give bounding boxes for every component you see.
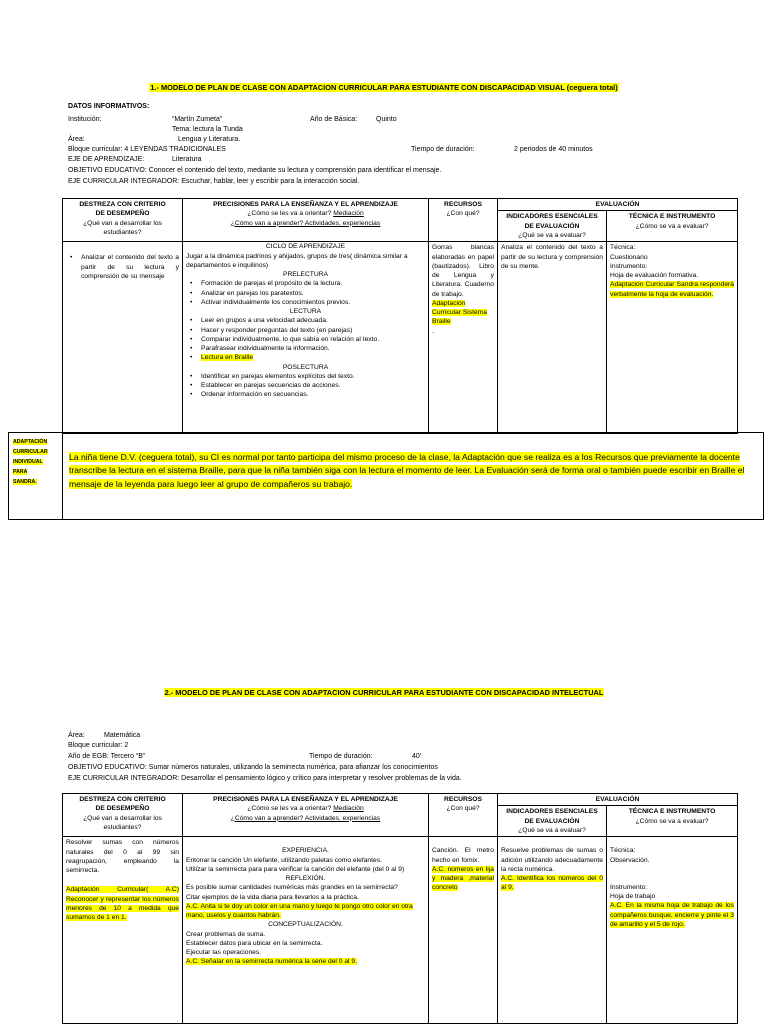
recursos-cell-2: Canción. El metro hecho en fomix. A.C. números en lija y madera ,material concreto (429, 837, 498, 1024)
plan2-title: 2.- MODELO DE PLAN DE CLASE CON ADAPTACION CURRICULAR PARA ESTUDIANTE CON DISCAPACIDAD INTELECTUAL (164, 688, 604, 697)
adaptacion-label: ADAPTACIÓN CURRICULAR INDIVIDUAL PARA SANDRA. (9, 433, 63, 519)
plan1-title: 1.- MODELO DE PLAN DE CLASE CON ADAPTACION CURRICULAR PARA ESTUDIANTE CON DISCAPACIDAD VISUAL (ceguera total) (150, 83, 618, 92)
tema-text: Tema: lectura la Tunda (172, 126, 243, 133)
indicadores-header: INDICADORES ESENCIALES DE EVALUACIÓN ¿Qué se va a evaluar? (498, 211, 607, 242)
eje-integrador-2: EJE CURRICULAR INTEGRADOR: Desarrollar el pensamiento lógico y crítico para interpretar y resolver problemas de la vida. (68, 775, 462, 782)
area-value: Lengua y Literatura. (178, 136, 241, 143)
lectura-item: • Parafrasear individualmente la información. (186, 344, 425, 353)
eje-aprendizaje-value: Literatura (172, 156, 202, 163)
precisiones-header: PRECISIONES PARA LA ENSEÑANZA Y EL APRENDIZAJE ¿Cómo se les va a orientar? Mediación ¿Cómo van a aprender? Actividades, experiencias (183, 199, 429, 242)
adaptacion-box (8, 432, 764, 520)
tecnica-cell-2: Técnica: Observación. Instrumento: Hoja de trabajo A.C. En la misma hoja de trabajo de los compañeros busque, encierre y pinte el 3 de amarillo y el 5 de rojo. (607, 837, 738, 1024)
destreza-cell-2: Resolver sumas con números naturales del 0 al 99 sin reagrupación, empleando la semirrecta. Adaptación Curricular( A.C) Reconocer y representar los números menores de 10 a medida que sumamos de 1 en 1. (63, 837, 183, 1024)
lectura-item: • Leer en grupos a una velocidad adecuada. (186, 316, 425, 325)
tiempo-label-2: Tiempo de duración: (309, 753, 373, 760)
recursos-header-2: RECURSOS ¿Con qué? (429, 794, 498, 837)
tiempo-value: 2 periodos de 40 minutos (514, 146, 593, 153)
prelectura-item: • Formación de parejas el propósito de la lectura. (186, 279, 425, 288)
precisiones-header-2: PRECISIONES PARA LA ENSEÑANZA Y EL APRENDIZAJE ¿Cómo se les va a orientar? Mediación ¿Cómo van a aprender? Actividades, experiencias (183, 794, 429, 837)
tecnica-cell: Técnica: Cuestionario Instrumento: Hoja de evaluación formativa. Adaptación Curricular Sandra responderá verbalmente la hoja de evaluación. (607, 242, 738, 434)
area-value-2: Matemática (104, 732, 141, 739)
tiempo-value-2: 40’ (412, 753, 422, 760)
objetivo-educativo-2: OBJETIVO EDUCATIVO: Sumar números naturales, utilizando la semirrecta numérica, para afianzar los conocimientos (68, 764, 438, 771)
eje-integrador: EJE CURRICULAR INTEGRADOR: Escuchar, hablar, leer y escribir para la interacción social. (68, 178, 360, 185)
tiempo-label: Tiempo de duración: (411, 146, 475, 153)
institucion-value: “Martín Zumeta” (172, 116, 223, 123)
indicadores-header-2: INDICADORES ESENCIALES DE EVALUACIÓN ¿Qué se va a evaluar? (498, 806, 607, 837)
lectura-item: • Comparar individualmente, lo que sabía en relación al texto. (186, 335, 425, 344)
indicadores-cell-2: Resuelve problemas de sumas o adición utilizando adecuadamente la recta numérica. A.C. Identifica los números del 0 al 9. (498, 837, 607, 1024)
anio-egb: Año de EGB: Tercero “B” (68, 753, 146, 760)
tecnica-header: TÉCNICA E INSTRUMENTO ¿Cómo se va a evaluar? (607, 211, 738, 242)
evaluacion-header-2: EVALUACIÓN (498, 794, 738, 806)
prelectura-item: • Activar individualmente los conocimientos previos. (186, 298, 425, 307)
recursos-header: RECURSOS ¿Con qué? (429, 199, 498, 242)
anio-basica-label: Año de Básica: (310, 116, 358, 123)
bloque-curricular-2: Bloque curricular: 2 (68, 742, 129, 749)
plan1-table (62, 198, 738, 434)
precisiones-cell: CICLO DE APRENDIZAJE Jugar a la dinámica padrinos y ahijados, grupos de tres( dinámica similar a departamentos e inquilinos) PRELECTURA • Formación de parejas el propósito de la lectura. • Analizar en parejas los paratextos. • Activar individualmente los conocimientos previos. LECTURA • Leer en grupos a una velocidad adecuada. • Hacer y responder preguntas del texto (en parejas) • Comparar individualmente, lo que sabía en relación al texto. • Parafrasear individualmente la información. • Lectura en Braille POSLECTURA • Identificar en parejas elementos explícitos del texto. • Establecer en parejas secuencias de acciones. • Ordenar información en secuencias. (183, 242, 429, 434)
institucion-label: Institución: (68, 116, 102, 123)
plan2-table (62, 793, 738, 1024)
destreza-cell: • Analizar el contenido del texto a partir de su lectura y comprensión de su mensaje (63, 242, 183, 434)
recursos-cell: Gorras blancas elaboradas en papel (bautizados). Libro de Lengua y Literatura. Cuaderno de trabajo. Adaptación Curricular Sistema Braille . (429, 242, 498, 434)
poslectura-item: • Identificar en parejas elementos explícitos del texto. (186, 372, 425, 381)
lectura-item-braille: • Lectura en Braille (186, 353, 425, 362)
area-label-2: Área: (68, 732, 85, 739)
destreza-header-2: DESTREZA CON CRITERIO DE DESEMPEÑO ¿Qué van a desarrollar los estudiantes? (63, 794, 183, 837)
datos-informativos-label: DATOS INFORMATIVOS: (68, 103, 150, 110)
bloque-curricular: Bloque curricular: 4 LEYENDAS TRADICIONALES (68, 146, 226, 153)
indicadores-cell: Analiza el contenido del texto a partir de su lectura y comprensión de su mente. (498, 242, 607, 434)
poslectura-item: • Establecer en parejas secuencias de acciones. (186, 381, 425, 390)
anio-basica-value: Quinto (376, 116, 397, 123)
area-label: Área: (68, 136, 85, 143)
prelectura-item: • Analizar en parejas los paratextos. (186, 289, 425, 298)
eje-aprendizaje-label: EJE DE APRENDIZAJE: (68, 156, 145, 163)
tecnica-header-2: TÉCNICA E INSTRUMENTO ¿Cómo se va a evaluar? (607, 806, 738, 837)
evaluacion-header: EVALUACIÓN (498, 199, 738, 211)
precisiones-cell-2: EXPERIENCIA. Entonar la canción Un elefante, utilizando paletas como elefantes. Utilizar la semirrecta para para verificar la canción del elefante (del 0 al 9) REFLEXIÓN. Es posible sumar cantidades numéricas más grandes en la semirrecta? Citar ejemplos de la vida diaria para llevarlos a la práctica. A.C. Anita si te doy un color en una mano y luego te pongo otro color en otra mano, uselos y cuantos habrán. CONCEPTUALIZACIÓN. Crear problemas de suma. Establecer datos para ubicar en la semirrecta. Ejecutar las operaciones. A.C. Señalar en la semirrecta numérica la serie del 0 al 9. (183, 837, 429, 1024)
destreza-header: DESTREZA CON CRITERIO DE DESEMPEÑO ¿Qué van a desarrollar los estudiantes? (63, 199, 183, 242)
adaptacion-text: La niña tiene D.V. (ceguera total), su CI es normal por tanto participa del mismo proceso de la clase, la Adaptación que se realiza es a los Recursos que previamente la docente transcribe la lectura en el sistema Braille, para que la niña también siga con la lectura el momento de leer. La Evaluación será de forma oral o también puede escribir en Braille el mensaje de la leyenda para luego leer al grupo de compañeros su trabajo. (69, 452, 745, 489)
objetivo-educativo: OBJETIVO EDUCATIVO: Conocer el contenido del texto, mediante su lectura y comprensión para identificar el mensaje. (68, 167, 442, 174)
lectura-item: • Hacer y responder preguntas del texto (en parejas) (186, 326, 425, 335)
poslectura-item: • Ordenar información en secuencias. (186, 390, 425, 399)
